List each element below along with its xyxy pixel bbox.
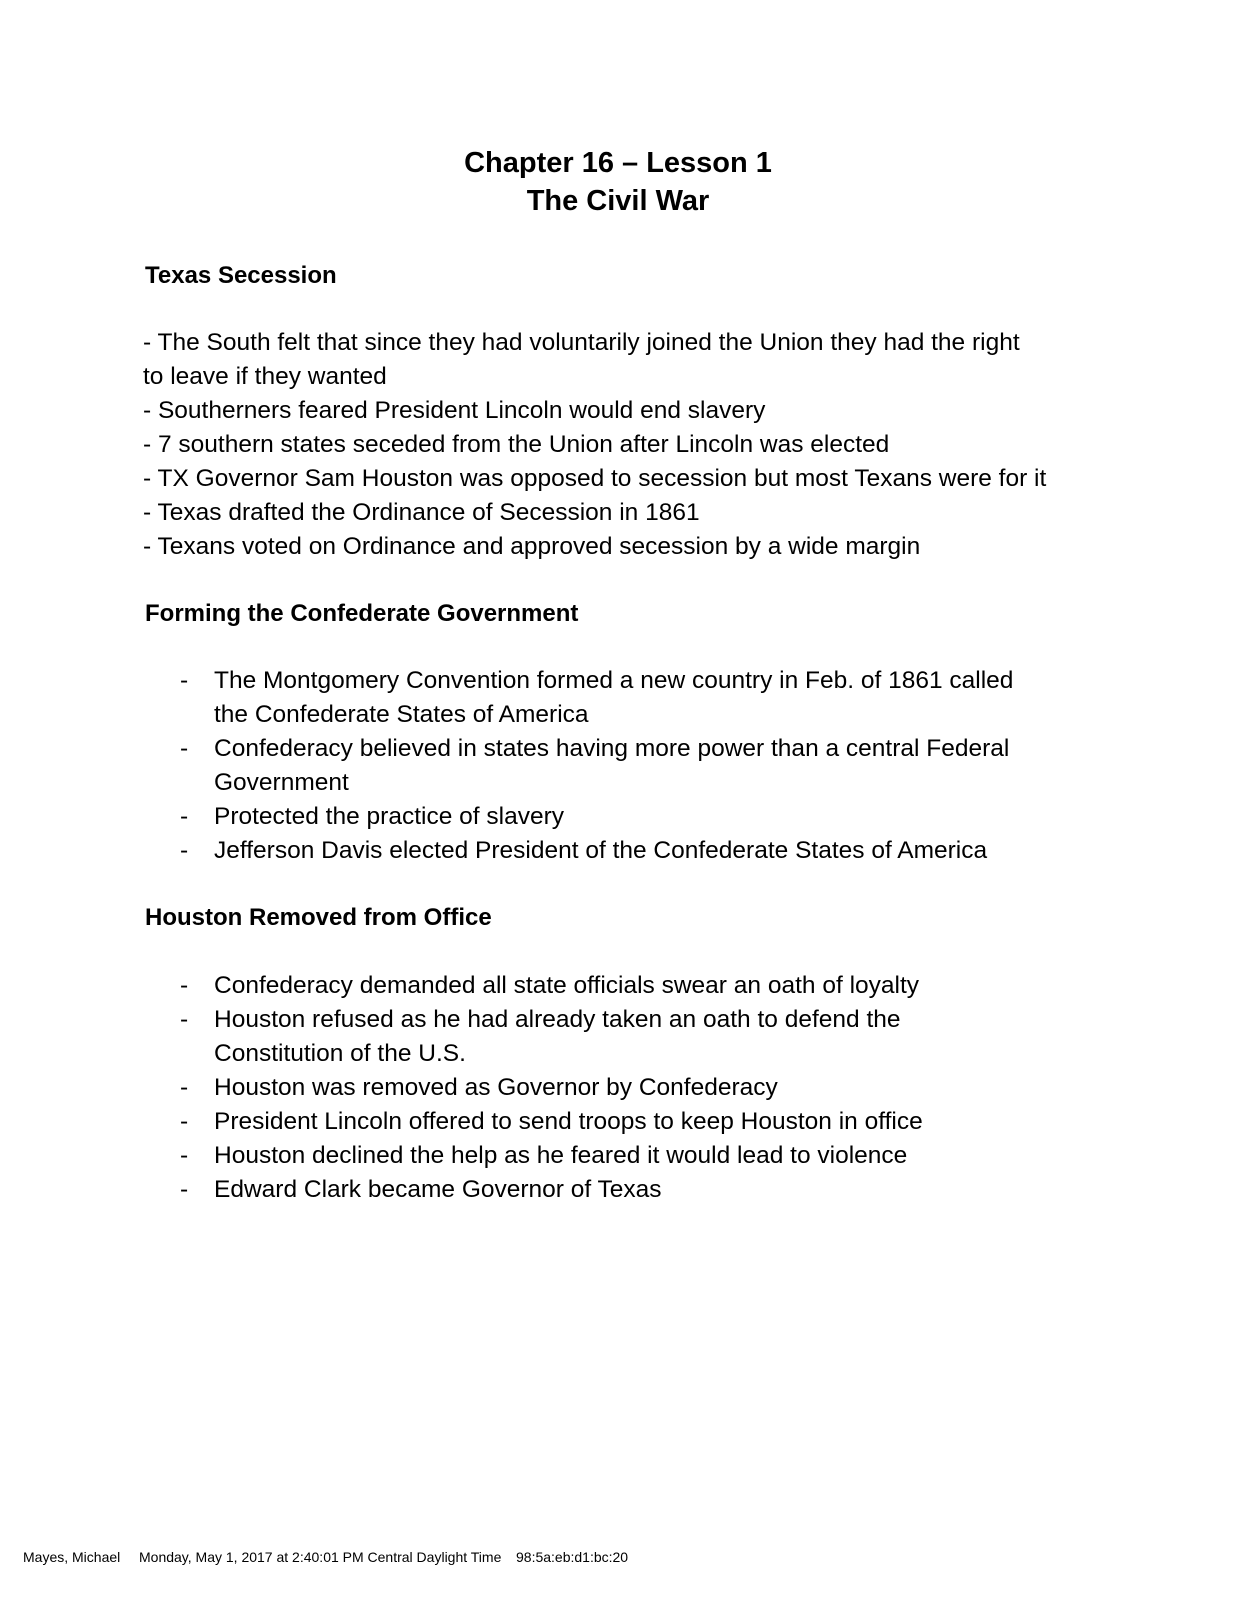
- bullet-dash: -: [180, 837, 189, 864]
- bullet-dash: -: [180, 735, 189, 762]
- list-item-continuation: the Confederate States of America: [214, 701, 589, 728]
- text-line: - TX Governor Sam Houston was opposed to secession but most Texans were for it: [143, 465, 1047, 492]
- text-line: - Texans voted on Ordinance and approved secession by a wide margin: [143, 533, 921, 560]
- bullet-dash: -: [180, 803, 189, 830]
- footer-timestamp: Monday, May 1, 2017 at 2:40:01 PM Central Daylight Time: [139, 1549, 502, 1565]
- text-line: - The South felt that since they had voluntarily joined the Union they had the right: [143, 329, 1020, 356]
- list-item: President Lincoln offered to send troops to keep Houston in office: [214, 1108, 923, 1135]
- section-heading-confederate-government: Forming the Confederate Government: [145, 600, 579, 627]
- list-item: Confederacy believed in states having more power than a central Federal: [214, 735, 1010, 762]
- section-heading-houston-removed: Houston Removed from Office: [145, 904, 492, 931]
- bullet-dash: -: [180, 667, 189, 694]
- text-line: - Texas drafted the Ordinance of Secession in 1861: [143, 499, 700, 526]
- bullet-dash: -: [180, 1074, 189, 1101]
- text-line: - Southerners feared President Lincoln would end slavery: [143, 397, 766, 424]
- list-item: Houston was removed as Governor by Confederacy: [214, 1074, 778, 1101]
- list-item: The Montgomery Convention formed a new country in Feb. of 1861 called: [214, 667, 1014, 694]
- list-item: Jefferson Davis elected President of the Confederate States of America: [214, 837, 988, 864]
- list-item-continuation: Government: [214, 769, 349, 796]
- page-subtitle: The Civil War: [526, 185, 710, 217]
- text-line: to leave if they wanted: [143, 363, 387, 390]
- list-item: Edward Clark became Governor of Texas: [214, 1176, 662, 1203]
- text-line: - 7 southern states seceded from the Union after Lincoln was elected: [143, 431, 890, 458]
- list-item-continuation: Constitution of the U.S.: [214, 1040, 466, 1067]
- list-item: Houston refused as he had already taken an oath to defend the: [214, 1006, 901, 1033]
- bullet-dash: -: [180, 1142, 189, 1169]
- footer-device-id: 98:5a:eb:d1:bc:20: [516, 1549, 629, 1565]
- bullet-dash: -: [180, 1176, 189, 1203]
- page-title: Chapter 16 – Lesson 1: [464, 147, 772, 179]
- section-heading-texas-secession: Texas Secession: [145, 262, 337, 289]
- list-item: Confederacy demanded all state officials swear an oath of loyalty: [214, 972, 920, 999]
- bullet-dash: -: [180, 972, 189, 999]
- list-item: Protected the practice of slavery: [214, 803, 564, 830]
- bullet-dash: -: [180, 1006, 189, 1033]
- bullet-dash: -: [180, 1108, 189, 1135]
- list-item: Houston declined the help as he feared it would lead to violence: [214, 1142, 908, 1169]
- footer-user-name: Mayes, Michael: [23, 1549, 121, 1565]
